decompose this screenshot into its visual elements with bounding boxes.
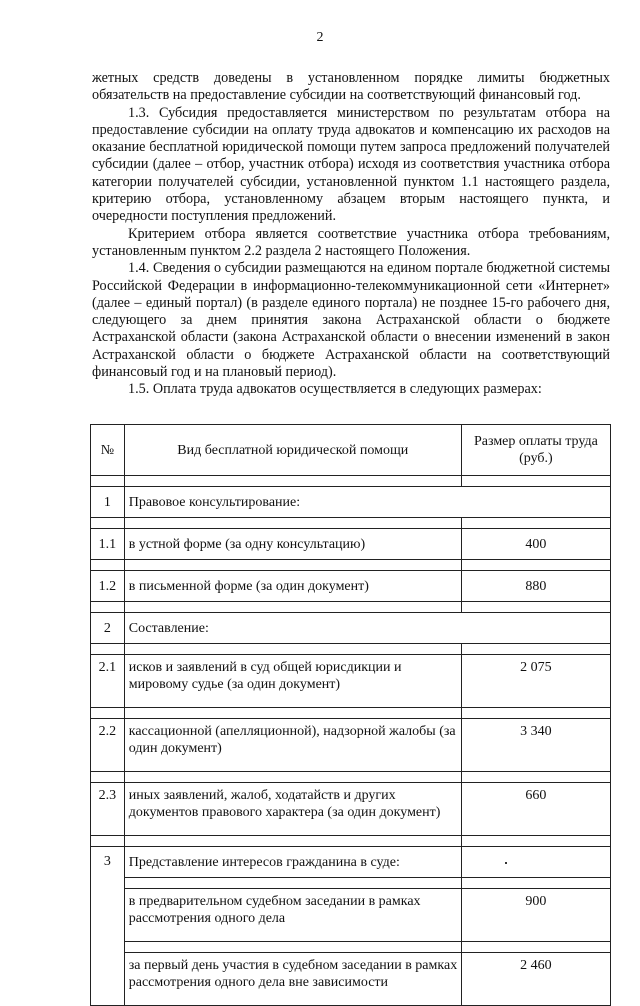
table-row: [91, 529, 611, 560]
table-gap: [91, 942, 611, 953]
table-gap: [91, 518, 611, 529]
table-gap: [91, 476, 611, 487]
scan-artifact-dot: [505, 862, 507, 864]
table-row: [91, 953, 611, 1006]
row-aid-type: иных заявлений, жалоб, ходатайств и других документов правового характера (за один документ): [124, 783, 461, 836]
table-header-row: [91, 425, 611, 476]
paragraph-selection-criterion: Критерием отбора является соответствие участника отбора требованиям, установленным пунктом 2.2 раздела 2 настоящего Положения.: [92, 225, 610, 259]
row-aid-type: кассационной (апелляционной), надзорной жалобы (за один документ): [124, 719, 461, 772]
table-row: [91, 847, 611, 878]
table-gap: [91, 560, 611, 571]
paragraph-continuation: жетных средств доведены в установленном порядке лимиты бюджетных обязательств на предоставление субсидии на соответствующий финансовый год.: [92, 70, 610, 104]
row-payment: 900: [461, 889, 610, 942]
row-payment: 400: [461, 529, 610, 560]
row-aid-type: Правовое консультирование:: [124, 487, 610, 518]
header-number: №: [91, 425, 125, 476]
page-number: 2: [316, 30, 324, 45]
table-row: [91, 719, 611, 772]
row-number: 3: [91, 847, 125, 1006]
row-aid-type: Составление:: [124, 613, 610, 644]
header-aid-type: Вид бесплатной юридической помощи: [124, 425, 461, 476]
row-payment: [461, 847, 610, 878]
table-gap: [91, 602, 611, 613]
row-payment: 2 460: [461, 953, 610, 1006]
table-gap: [91, 878, 611, 889]
header-payment: Размер оплаты труда (руб.): [461, 425, 610, 476]
row-payment: 880: [461, 571, 610, 602]
table-gap: [91, 772, 611, 783]
table-row: [91, 613, 611, 644]
row-payment: 2 075: [461, 655, 610, 708]
row-aid-type: в письменной форме (за один документ): [124, 571, 461, 602]
row-number: 1.2: [91, 571, 125, 602]
table-gap: [91, 836, 611, 847]
paragraph-1-4: 1.4. Сведения о субсидии размещаются на едином портале бюджетной системы Российской Федерации в информационно-телекоммуникационной сети «Интернет» (далее – единый портал) (в разделе единого портала) не позднее 15-го рабочего дня, следующего за днем принятия закона Астраханской области о бюджете Астраханской области (закона Астраханской области о внесении изменений в закон Астраханской области о бюджете Астраханской области на соответствующий финансовый год и на плановый период).: [92, 260, 610, 381]
paragraph-1-5: 1.5. Оплата труда адвокатов осуществляется в следующих размерах:: [128, 381, 542, 398]
paragraph-1-3: 1.3. Субсидия предоставляется министерством по результатам отбора на предоставление субсидии на оплату труда адвокатов и компенсацию их расходов на оказание бесплатной юридической помощи путем запроса предложений получателей субсидии (далее – отбор, участник отбора) исходя из соответствия участника отбора категории получателей субсидии, установленной пунктом 1.1 настоящего раздела, критерию отбора, установленному абзацем вторым настоящего пункта, и очередности поступления предложений.: [92, 104, 610, 225]
row-payment: 3 340: [461, 719, 610, 772]
row-number: 2.2: [91, 719, 125, 772]
table-gap: [91, 644, 611, 655]
row-aid-type: в предварительном судебном заседании в рамках рассмотрения одного дела: [124, 889, 461, 942]
row-aid-type: Представление интересов гражданина в суде:: [124, 847, 461, 878]
table-gap: [91, 708, 611, 719]
row-number: 2.3: [91, 783, 125, 836]
row-payment: 660: [461, 783, 610, 836]
row-aid-type: исков и заявлений в суд общей юрисдикции и мировому судье (за один документ): [124, 655, 461, 708]
row-aid-type: за первый день участия в судебном заседании в рамках рассмотрения одного дела вне зависимости: [124, 953, 461, 1006]
table-row: [91, 571, 611, 602]
row-aid-type: в устной форме (за одну консультацию): [124, 529, 461, 560]
table-row: [91, 487, 611, 518]
table-row: [91, 655, 611, 708]
row-number: 2: [91, 613, 125, 644]
row-number: 1.1: [91, 529, 125, 560]
table-row: [91, 889, 611, 942]
row-number: 2.1: [91, 655, 125, 708]
row-number: 1: [91, 487, 125, 518]
table-row: [91, 783, 611, 836]
body-text: [92, 70, 610, 399]
payment-rates-table: [90, 424, 611, 1006]
